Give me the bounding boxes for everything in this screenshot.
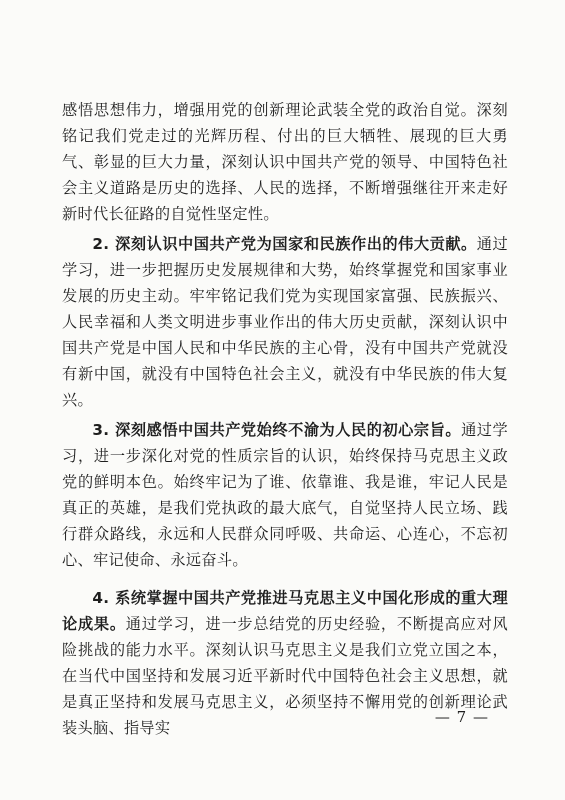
paragraph-3: [62, 417, 508, 573]
paragraph-2-heading: 2. 深刻认识中国共产党为国家和民族作出的伟大贡献。: [92, 235, 477, 253]
paragraph-3-heading: 3. 深刻感悟中国共产党始终不渝为人民的初心宗旨。: [92, 421, 462, 439]
paragraph-2: [62, 231, 508, 413]
paragraph-continuation: [62, 97, 508, 227]
document-body: [62, 97, 508, 741]
paragraph-2-body: 通过学习，进一步把握历史发展规律和大势，始终掌握党和国家事业发展的历史主动。牢牢铭记我们党为实现国家富强、民族振兴、人民幸福和人类文明进步事业作出的伟大历史贡献，深刻认识中国共产党是中国人民和中华民族的主心骨，没有中国共产党就没有新中国，就没有中国特色社会主义，就没有中华民族的伟大复兴。: [62, 235, 508, 409]
page-number: — 7 —: [434, 708, 489, 726]
paragraph-4-heading: 4. 系统掌握中国共产党推进马克思主义中国化形成的重大理论成果。: [62, 589, 508, 633]
paragraph-4-body: 通过学习，进一步总结党的历史经验，不断提高应对风险挑战的能力水平。深刻认识马克思主义是我们立党立国之本，在当代中国坚持和发展习近平新时代中国特色社会主义思想，就是真正坚持和发展马克思主义，必须坚持不懈用党的创新理论武装头脑、指导实: [62, 615, 508, 737]
paragraph-3-body: 通过学习，进一步深化对党的性质宗旨的认识，始终保持马克思主义政党的鲜明本色。始终牢记为了谁、依靠谁、我是谁，牢记人民是真正的英雄，是我们党执政的最大底气，自觉坚持人民立场、践行群众路线，永远和人民群众同呼吸、共命运、心连心，不忘初心、牢记使命、永远奋斗。: [62, 421, 508, 569]
paragraph-1-body: 感悟思想伟力，增强用党的创新理论武装全党的政治自觉。深刻铭记我们党走过的光辉历程、付出的巨大牺牲、展现的巨大勇气、彰显的巨大力量，深刻认识中国共产党的领导、中国特色社会主义道路是历史的选择、人民的选择，不断增强继往开来走好新时代长征路的自觉性坚定性。: [62, 101, 508, 223]
